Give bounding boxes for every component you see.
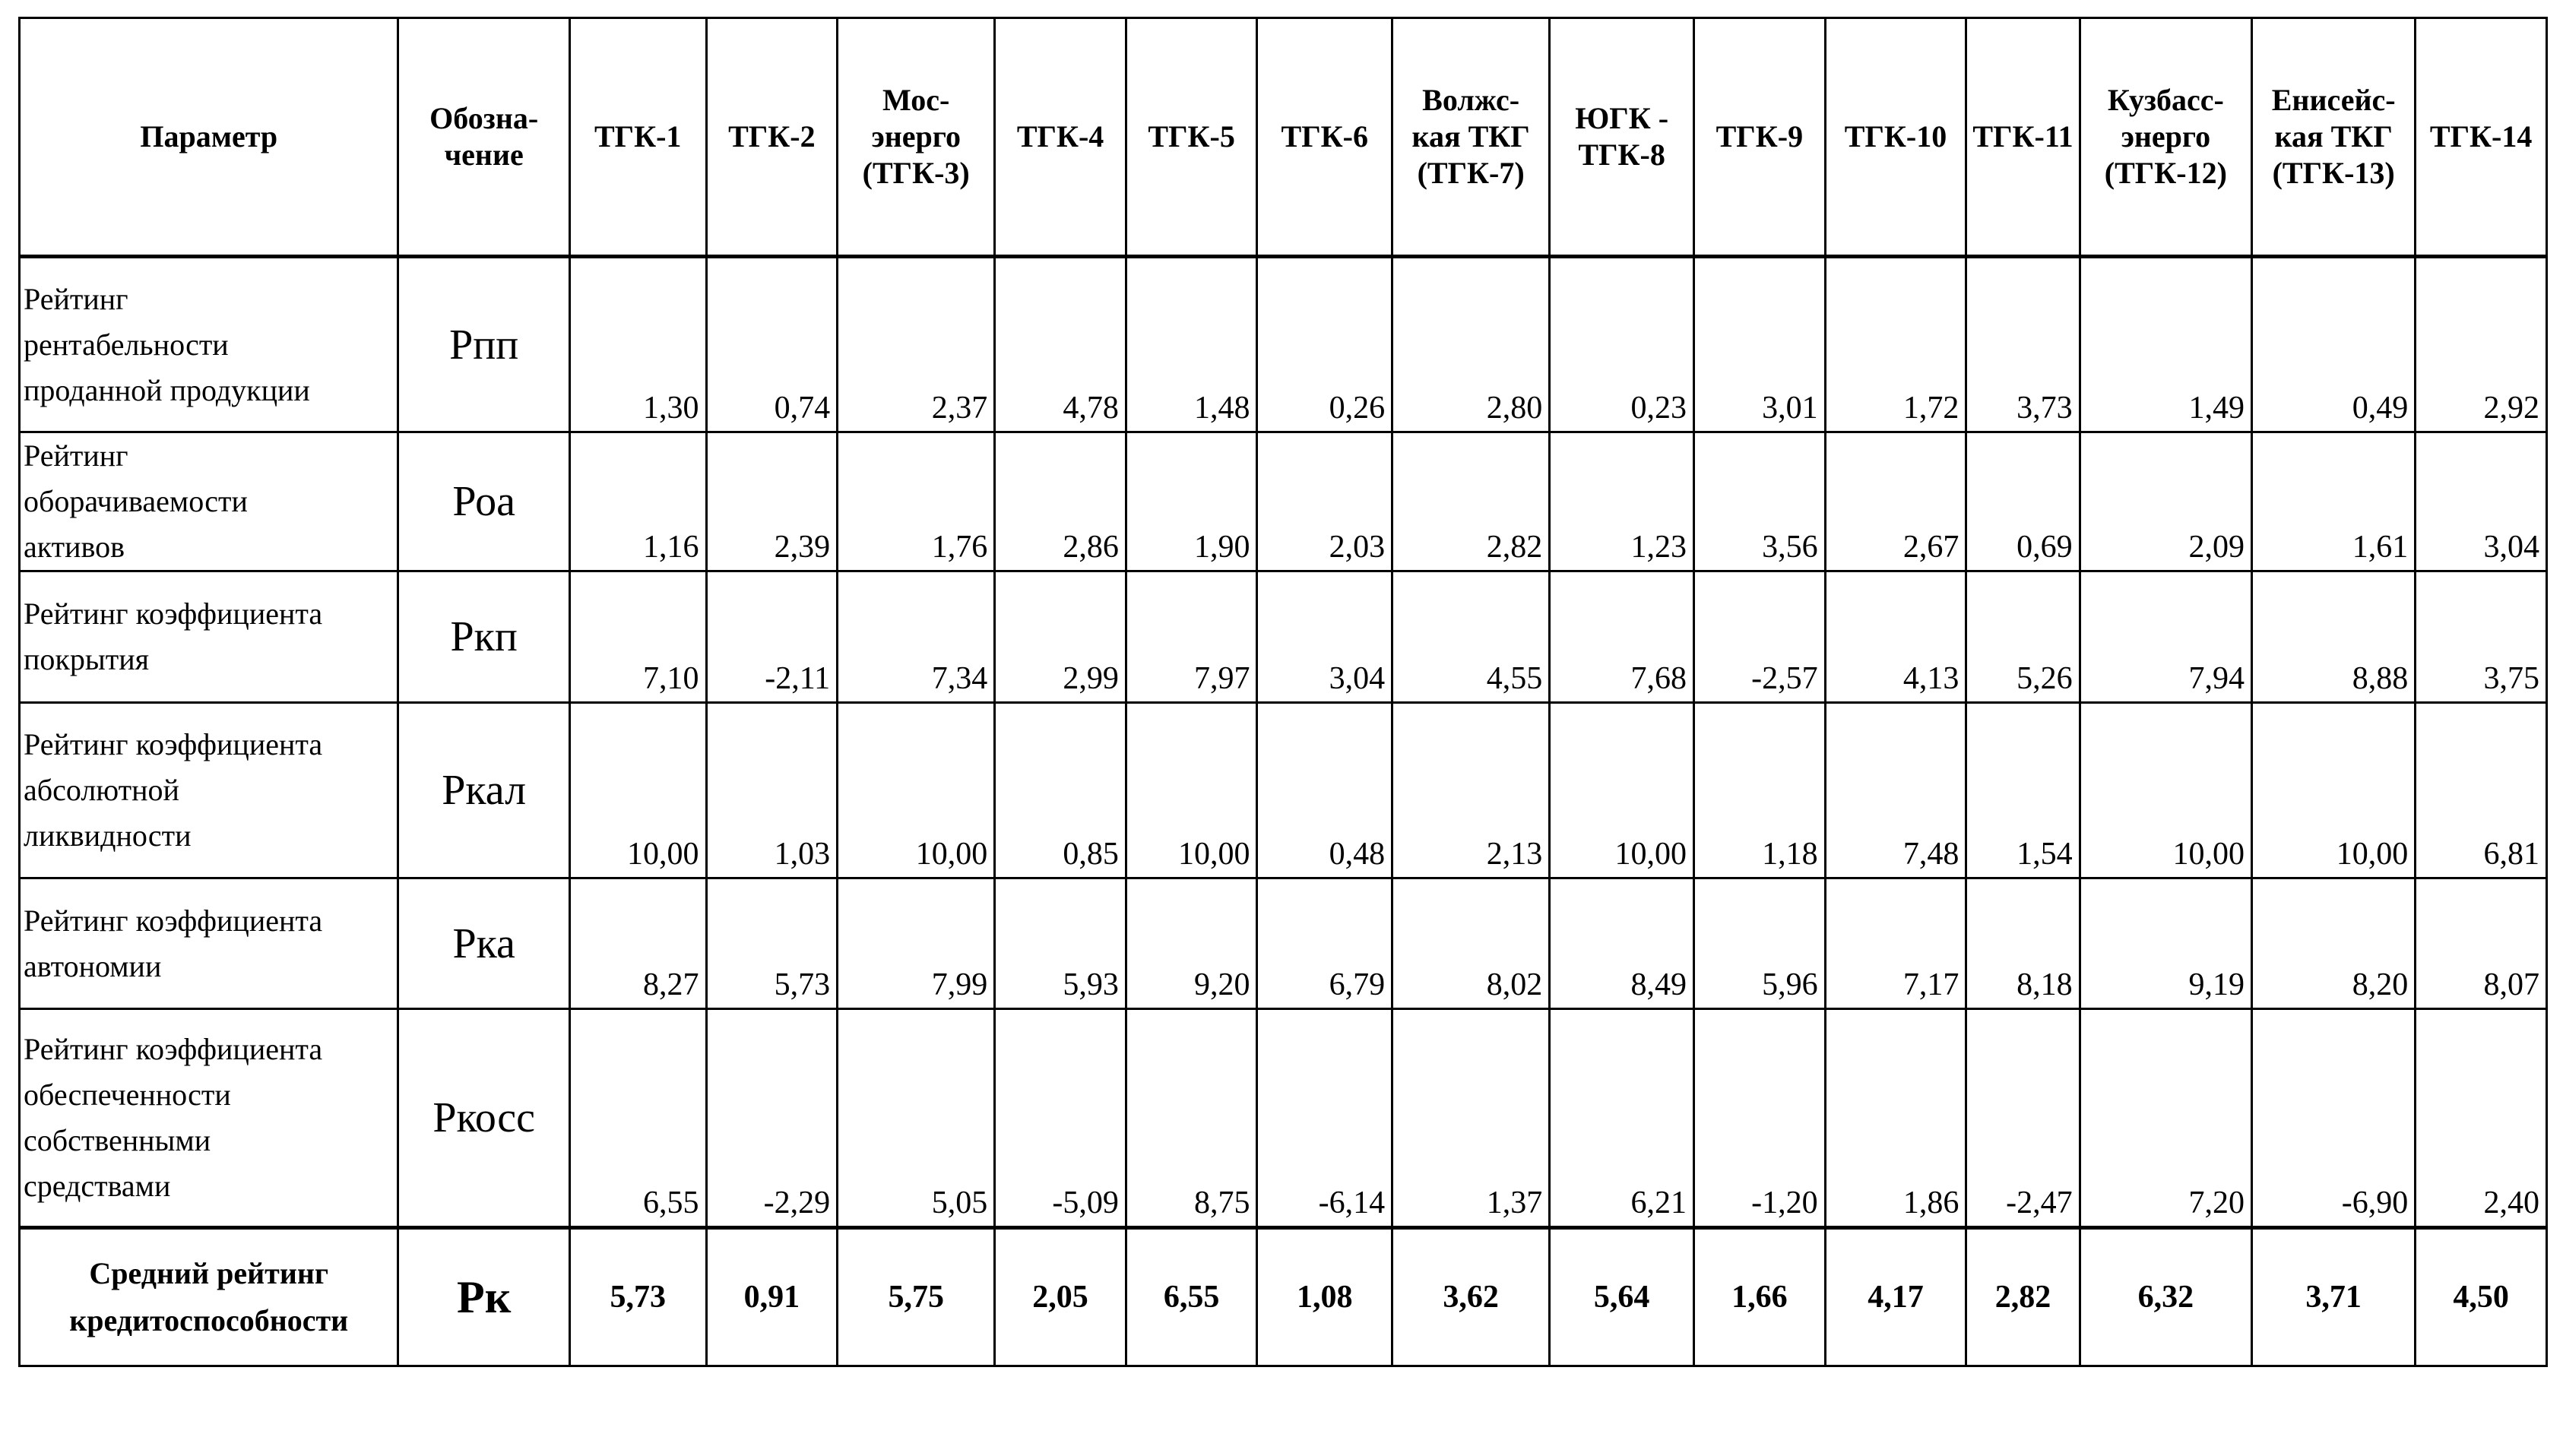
total-value: 5,73 <box>569 1228 706 1366</box>
row-value: 8,27 <box>569 878 706 1009</box>
header-company-line: Мос- <box>882 83 950 117</box>
header-company-line: ТГК-9 <box>1716 119 1804 154</box>
header-company <box>838 18 995 257</box>
row-value: 5,26 <box>1966 571 2080 703</box>
header-param: Параметр <box>20 18 398 257</box>
row-value: 3,04 <box>2416 432 2547 571</box>
row-param-label: Рейтинг коэффициента покрытия <box>20 571 398 703</box>
header-company-line: (ТГК-13) <box>2272 156 2395 190</box>
row-value: 0,49 <box>2252 257 2416 432</box>
header-company-line: ТГК-8 <box>1578 138 1665 172</box>
row-value: 8,18 <box>1966 878 2080 1009</box>
row-value: 6,55 <box>569 1009 706 1228</box>
row-value: 0,69 <box>1966 432 2080 571</box>
row-symbol: Рка <box>398 878 569 1009</box>
header-company <box>995 18 1126 257</box>
header-company <box>1966 18 2080 257</box>
row-value: 3,56 <box>1694 432 1826 571</box>
row-value: 0,85 <box>995 703 1126 878</box>
row-value: -6,14 <box>1257 1009 1392 1228</box>
header-company-line: Енисейс- <box>2271 83 2396 117</box>
row-value: 2,80 <box>1392 257 1550 432</box>
row-value: 2,13 <box>1392 703 1550 878</box>
header-company-line: ТГК-6 <box>1281 119 1368 154</box>
total-value: 5,75 <box>838 1228 995 1366</box>
row-symbol: Ркал <box>398 703 569 878</box>
row-value: 5,93 <box>995 878 1126 1009</box>
row-symbol: Ркосс <box>398 1009 569 1228</box>
row-value: 7,99 <box>838 878 995 1009</box>
row-value: 0,23 <box>1550 257 1694 432</box>
row-value: 2,40 <box>2416 1009 2547 1228</box>
header-company-line: ТГК-4 <box>1016 119 1104 154</box>
table-body <box>20 257 2547 1366</box>
header-company <box>1550 18 1694 257</box>
row-value: -1,20 <box>1694 1009 1826 1228</box>
row-value: 1,03 <box>706 703 838 878</box>
total-row <box>20 1228 2547 1366</box>
header-company-line: энерго <box>871 119 961 154</box>
header-company-line: (ТГК-3) <box>862 156 970 190</box>
row-value: 1,86 <box>1825 1009 1966 1228</box>
row-value: 8,02 <box>1392 878 1550 1009</box>
row-symbol: Роа <box>398 432 569 571</box>
row-value: -2,29 <box>706 1009 838 1228</box>
row-value: 3,01 <box>1694 257 1826 432</box>
row-value: 7,94 <box>2080 571 2251 703</box>
header-company <box>706 18 838 257</box>
total-value: 4,17 <box>1825 1228 1966 1366</box>
row-value: 10,00 <box>1126 703 1257 878</box>
row-value: 4,55 <box>1392 571 1550 703</box>
row-value: 2,82 <box>1392 432 1550 571</box>
table-row <box>20 1009 2547 1228</box>
row-value: 5,73 <box>706 878 838 1009</box>
row-value: 1,16 <box>569 432 706 571</box>
row-value: 1,54 <box>1966 703 2080 878</box>
total-value: 2,05 <box>995 1228 1126 1366</box>
row-value: 6,81 <box>2416 703 2547 878</box>
row-value: 10,00 <box>1550 703 1694 878</box>
row-value: 2,86 <box>995 432 1126 571</box>
row-value: -5,09 <box>995 1009 1126 1228</box>
row-value: 2,09 <box>2080 432 2251 571</box>
row-symbol: Ркп <box>398 571 569 703</box>
row-value: 0,26 <box>1257 257 1392 432</box>
header-company-line: ТГК-1 <box>594 119 682 154</box>
row-value: 3,04 <box>1257 571 1392 703</box>
total-value: 3,71 <box>2252 1228 2416 1366</box>
row-value: 2,37 <box>838 257 995 432</box>
row-value: 7,97 <box>1126 571 1257 703</box>
rating-table-container <box>18 17 2548 1367</box>
row-value: 1,37 <box>1392 1009 1550 1228</box>
row-value: 1,76 <box>838 432 995 571</box>
row-value: 2,03 <box>1257 432 1392 571</box>
header-company <box>2252 18 2416 257</box>
header-symbol-line: Обозна- <box>429 101 539 135</box>
row-value: 1,23 <box>1550 432 1694 571</box>
row-value: 5,96 <box>1694 878 1826 1009</box>
row-value: 2,92 <box>2416 257 2547 432</box>
total-value: 5,64 <box>1550 1228 1694 1366</box>
row-value: 7,17 <box>1825 878 1966 1009</box>
row-value: 6,79 <box>1257 878 1392 1009</box>
row-value: 9,20 <box>1126 878 1257 1009</box>
header-company <box>1825 18 1966 257</box>
credit-rating-table <box>18 17 2548 1367</box>
header-company-line: ТГК-5 <box>1148 119 1235 154</box>
row-value: 8,75 <box>1126 1009 1257 1228</box>
total-value: 4,50 <box>2416 1228 2547 1366</box>
header-symbol <box>398 18 569 257</box>
header-row <box>20 18 2547 257</box>
header-company <box>2416 18 2547 257</box>
total-param-label: Средний рейтинг кредитоспособности <box>20 1228 398 1366</box>
row-value: -2,47 <box>1966 1009 2080 1228</box>
row-value: 8,88 <box>2252 571 2416 703</box>
header-company-line: (ТГК-12) <box>2104 156 2227 190</box>
table-row <box>20 571 2547 703</box>
row-value: 1,72 <box>1825 257 1966 432</box>
row-value: 3,75 <box>2416 571 2547 703</box>
row-value: -6,90 <box>2252 1009 2416 1228</box>
row-value: 4,13 <box>1825 571 1966 703</box>
total-value: 6,32 <box>2080 1228 2251 1366</box>
header-company-line: Волжс- <box>1422 83 1520 117</box>
header-company-line: ТГК-14 <box>2429 119 2533 154</box>
row-value: 9,19 <box>2080 878 2251 1009</box>
row-value: 2,67 <box>1825 432 1966 571</box>
row-value: 1,90 <box>1126 432 1257 571</box>
header-company-line: (ТГК-7) <box>1417 156 1525 190</box>
table-row <box>20 257 2547 432</box>
row-value: 7,34 <box>838 571 995 703</box>
row-value: 7,68 <box>1550 571 1694 703</box>
header-company-line: ТГК-11 <box>1972 119 2074 154</box>
table-row <box>20 703 2547 878</box>
row-value: 1,61 <box>2252 432 2416 571</box>
row-value: 10,00 <box>2080 703 2251 878</box>
total-symbol: Рк <box>398 1228 569 1366</box>
row-value: 5,05 <box>838 1009 995 1228</box>
header-company <box>1392 18 1550 257</box>
header-company <box>569 18 706 257</box>
row-value: 7,20 <box>2080 1009 2251 1228</box>
row-value: 2,39 <box>706 432 838 571</box>
header-company-line: ТГК-10 <box>1844 119 1947 154</box>
row-value: 10,00 <box>2252 703 2416 878</box>
row-param-label: Рейтинг коэффициента обеспеченности собственными средствами <box>20 1009 398 1228</box>
total-value: 3,62 <box>1392 1228 1550 1366</box>
row-param-label: Рейтинг коэффициента автономии <box>20 878 398 1009</box>
row-value: 2,99 <box>995 571 1126 703</box>
row-value: 1,48 <box>1126 257 1257 432</box>
header-company <box>1694 18 1826 257</box>
row-param-label: Рейтинг рентабельности проданной продукции <box>20 257 398 432</box>
row-value: 4,78 <box>995 257 1126 432</box>
header-company-line: энерго <box>2121 119 2211 154</box>
header-symbol-line: чение <box>444 138 524 172</box>
row-value: -2,11 <box>706 571 838 703</box>
header-company-line: ТГК-2 <box>728 119 816 154</box>
header-company <box>2080 18 2251 257</box>
table-row <box>20 878 2547 1009</box>
table-header <box>20 18 2547 257</box>
row-value: 8,49 <box>1550 878 1694 1009</box>
header-company <box>1257 18 1392 257</box>
header-company-line: кая ТКГ <box>2274 119 2393 154</box>
row-value: 8,20 <box>2252 878 2416 1009</box>
total-value: 2,82 <box>1966 1228 2080 1366</box>
row-value: 0,74 <box>706 257 838 432</box>
row-value: 6,21 <box>1550 1009 1694 1228</box>
header-company-line: кая ТКГ <box>1411 119 1530 154</box>
row-value: 7,48 <box>1825 703 1966 878</box>
row-param-label: Рейтинг оборачиваемости активов <box>20 432 398 571</box>
total-value: 1,08 <box>1257 1228 1392 1366</box>
row-value: 7,10 <box>569 571 706 703</box>
header-company-line: ЮГК - <box>1575 101 1669 135</box>
table-row <box>20 432 2547 571</box>
total-value: 6,55 <box>1126 1228 1257 1366</box>
row-value: 3,73 <box>1966 257 2080 432</box>
row-symbol: Рпп <box>398 257 569 432</box>
header-company-line: Кузбасс- <box>2107 83 2224 117</box>
row-value: 1,18 <box>1694 703 1826 878</box>
row-value: 1,30 <box>569 257 706 432</box>
row-param-label: Рейтинг коэффициента абсолютной ликвидности <box>20 703 398 878</box>
row-value: -2,57 <box>1694 571 1826 703</box>
header-company <box>1126 18 1257 257</box>
total-value: 1,66 <box>1694 1228 1826 1366</box>
total-value: 0,91 <box>706 1228 838 1366</box>
row-value: 1,49 <box>2080 257 2251 432</box>
row-value: 8,07 <box>2416 878 2547 1009</box>
row-value: 0,48 <box>1257 703 1392 878</box>
row-value: 10,00 <box>838 703 995 878</box>
row-value: 10,00 <box>569 703 706 878</box>
